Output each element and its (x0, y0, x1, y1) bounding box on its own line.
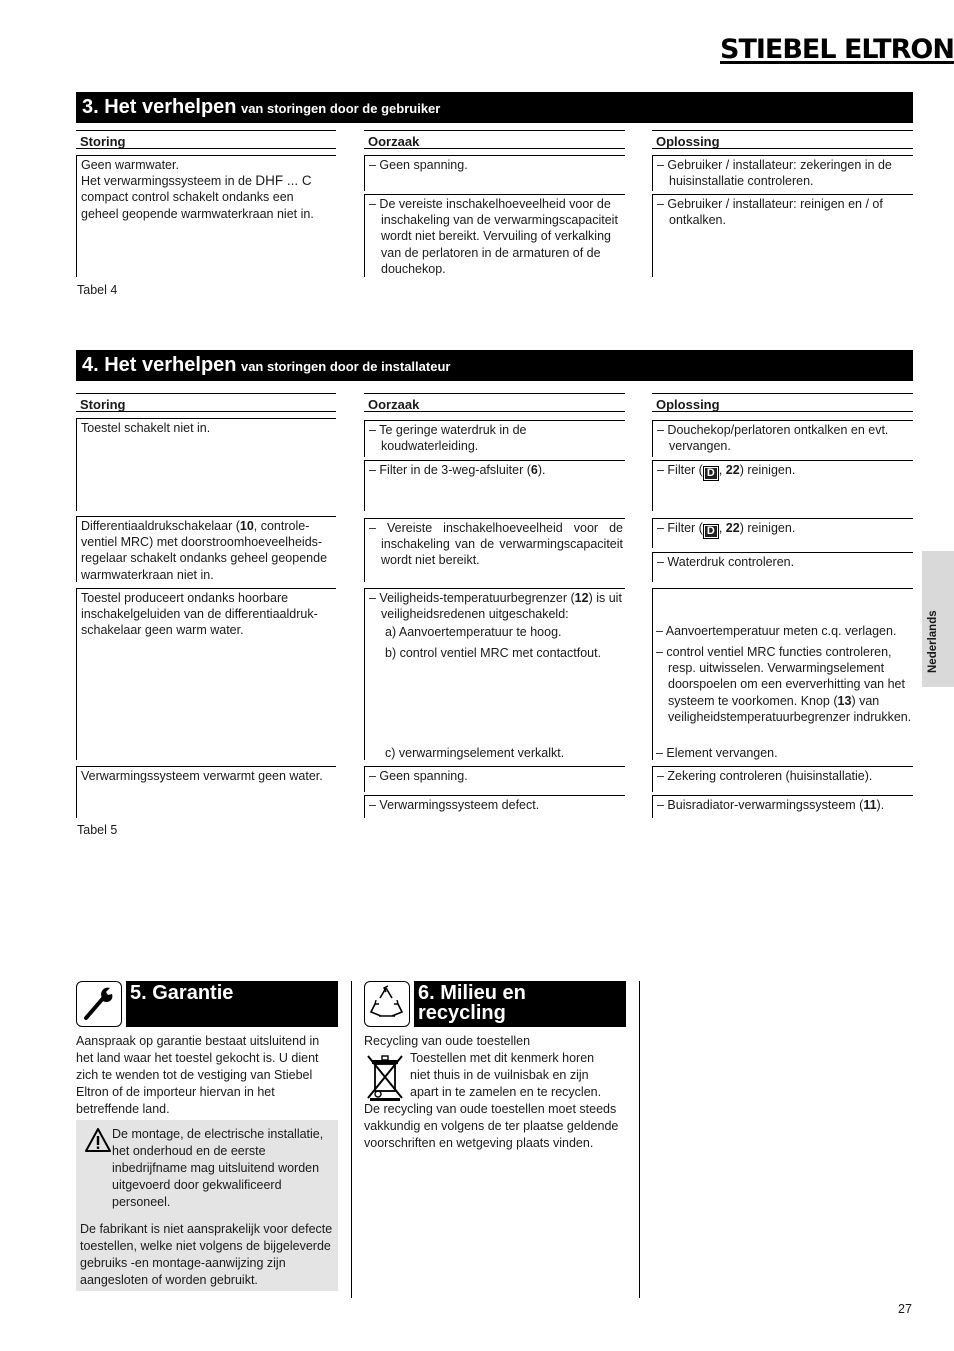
table-5-caption: Tabel 5 (77, 823, 118, 837)
column-divider-2 (639, 981, 640, 1298)
s4-r2-oorzaak: – Vereiste inschakelhoeveelheid voor de inschakeling van de verwarmingscapaciteit wordt niet bereikt. (364, 518, 625, 582)
section-6-subheading: Recycling van oude toestellen (364, 1034, 531, 1048)
s4-col-storing: Storing (76, 393, 336, 412)
s4-r3-oorzaak-a: a) Aanvoertemperatuur te hoog. (385, 625, 562, 640)
section-5-body: Aanspraak op garantie bestaat uitsluitend in het land waar het toestel gekocht is. U dient zich te wenden tot de vestiging van Stiebel Eltron of de importeur hiervan in het betreffende land. (76, 1034, 320, 1116)
s3-oplossing-1: – Gebruiker / installateur: zekeringen in de huisinstallatie controleren. (652, 155, 913, 191)
d-symbol-icon: D (703, 466, 719, 481)
section-4-title: 4. Het verhelpen (82, 354, 237, 376)
s4-r3-oorzaak-c: c) verwarmingselement verkalkt. (385, 746, 565, 760)
s4-r1-oorzaak-b: – Filter in de 3-weg-afsluiter (6). (364, 460, 625, 511)
s3-model-name: DHF ... C (255, 173, 312, 189)
section-3-title: 3. Het verhelpen (82, 96, 237, 118)
s4-r1-oplossing-a: – Douchekop/perlatoren ontkalken en evt. vervangen. (652, 420, 913, 457)
table-4-caption: Tabel 4 (77, 283, 118, 297)
s4-r3-oplossing-a: – Aanvoertemperatuur meten c.q. verlagen. (656, 624, 897, 638)
section-4-subtitle: van storingen door de installateur (240, 359, 451, 374)
s4-r3-oplossing-c: – Element vervangen. (656, 746, 778, 760)
s4-r4-oplossing-b: – Buisradiator-verwarmingssysteem (11). (652, 795, 913, 818)
section-6-title: 6. Milieu en recycling (414, 981, 626, 1027)
language-side-tab (922, 551, 954, 687)
section-6-body-2: De recycling van oude toestellen moet steeds vakkundig en volgens de ter plaatse geldende voorschriften en wetgeving plaats vinden. (364, 1102, 619, 1150)
s4-r4-oorzaak-a: – Geen spanning. (364, 766, 625, 792)
section-3-header (76, 92, 913, 123)
s4-col-oplossing: Oplossing (652, 393, 913, 412)
recycle-icon (364, 981, 410, 1027)
page-number: 27 (898, 1302, 912, 1316)
s4-r2-oplossing-a: – Filter ( D , 22) reinigen. (652, 518, 913, 548)
s3-storing-line-1: Geen warmwater. (81, 158, 179, 172)
crossed-bin-icon (364, 1052, 408, 1102)
d-symbol-icon: D (703, 524, 719, 539)
s4-r2-oplossing-b: – Waterdruk controleren. (652, 552, 913, 582)
warning-triangle-icon (84, 1127, 112, 1153)
section-6-body-1: Toestellen met dit kenmerk horen niet thuis in de vuilnisbak en zijn apart in te zamelen en te recyclen. (410, 1051, 602, 1099)
section-5-title: 5. Garantie (126, 981, 338, 1027)
s4-r2-storing: Differentiaaldrukschakelaar (10, controle-ventiel MRC) met doorstroomhoeveelheids-regelaar schakelt ondanks geheel geopende warmwaterkraan niet in. (76, 516, 336, 582)
s4-r3-oorzaak-b: b) control ventiel MRC met contactfout. (385, 645, 602, 660)
s3-oorzaak-2: – De vereiste inschakelhoeveelheid voor de inschakeling van de verwarmingscapaciteit wordt niet bereikt. Vervuiling of verkalking van de perlatoren in de armaturen of de douchekop. (364, 194, 625, 277)
wrench-icon (76, 981, 122, 1027)
s4-r3-storing: Toestel produceert ondanks hoorbare inschakelgeluiden van de differentiaaldruk-schakelaar geen warm water. (76, 588, 336, 760)
section-4-header (76, 350, 913, 381)
s3-col-storing: Storing (76, 130, 336, 149)
s4-r3-oplossing-b: – control ventiel MRC functies controleren, resp. uitwisselen. Verwarmingselement doorspoelen om een eververhitting van het systeem te voorkomen. Knop (13) van veiligheidstemperatuurbegrenzer indrukken. (656, 645, 912, 724)
s4-r1-oorzaak-a: – Te geringe waterdruk in de koudwaterleiding. (364, 420, 625, 457)
s4-r1-oplossing-b: – Filter ( D , 22) reinigen. (652, 460, 913, 511)
language-label: Nederlands (927, 610, 939, 673)
warning-text-1-wrap (80, 1126, 334, 1211)
s3-storing-line-2: Het verwarmingssysteem in de DHF ... C (81, 173, 312, 189)
s3-storing-cell (76, 155, 336, 277)
s4-r4-oplossing-a: – Zekering controleren (huisinstallatie). (652, 766, 913, 792)
warning-text-1: De montage, de electrische installatie, het onderhoud en de eerste inbedrijfname mag uitsluitend worden uitgevoerd door gekwalificeerd personeel. (112, 1127, 324, 1209)
warning-box (76, 1120, 338, 1291)
s4-r3-oplossing (652, 588, 913, 760)
s3-oplossing-2: – Gebruiker / installateur: reinigen en / of ontkalken. (652, 194, 913, 277)
s4-r1-storing: Toestel schakelt niet in. (76, 418, 336, 511)
s4-r3-oorzaak-main: – Veiligheids-temperatuurbegrenzer (12) is uit veiligheidsredenen uitgeschakeld: (369, 591, 622, 622)
s3-storing-line-3: compact control schakelt ondanks een geheel geopende warmwaterkraan niet in. (81, 190, 314, 221)
s4-r4-storing: Verwarmingssysteem verwarmt geen water. (76, 766, 336, 818)
section-3-subtitle: van storingen door de gebruiker (240, 101, 441, 116)
brand-logo: STIEBEL ELTRON (720, 34, 954, 65)
s3-oorzaak-1: – Geen spanning. (364, 155, 625, 191)
s3-col-oorzaak: Oorzaak (364, 130, 625, 149)
s4-r4-oorzaak-b: – Verwarmingssysteem defect. (364, 795, 625, 818)
column-divider-1 (351, 981, 352, 1298)
s4-r3-oorzaak (364, 588, 625, 760)
s4-col-oorzaak: Oorzaak (364, 393, 625, 412)
s3-col-oplossing: Oplossing (652, 130, 913, 149)
warning-text-2: De fabrikant is niet aansprakelijk voor defecte toestellen, welke niet volgens de bijgeleverde gebruiks -en montage-aanwijzing zijn aangesloten of worden gebruikt. (80, 1222, 333, 1287)
